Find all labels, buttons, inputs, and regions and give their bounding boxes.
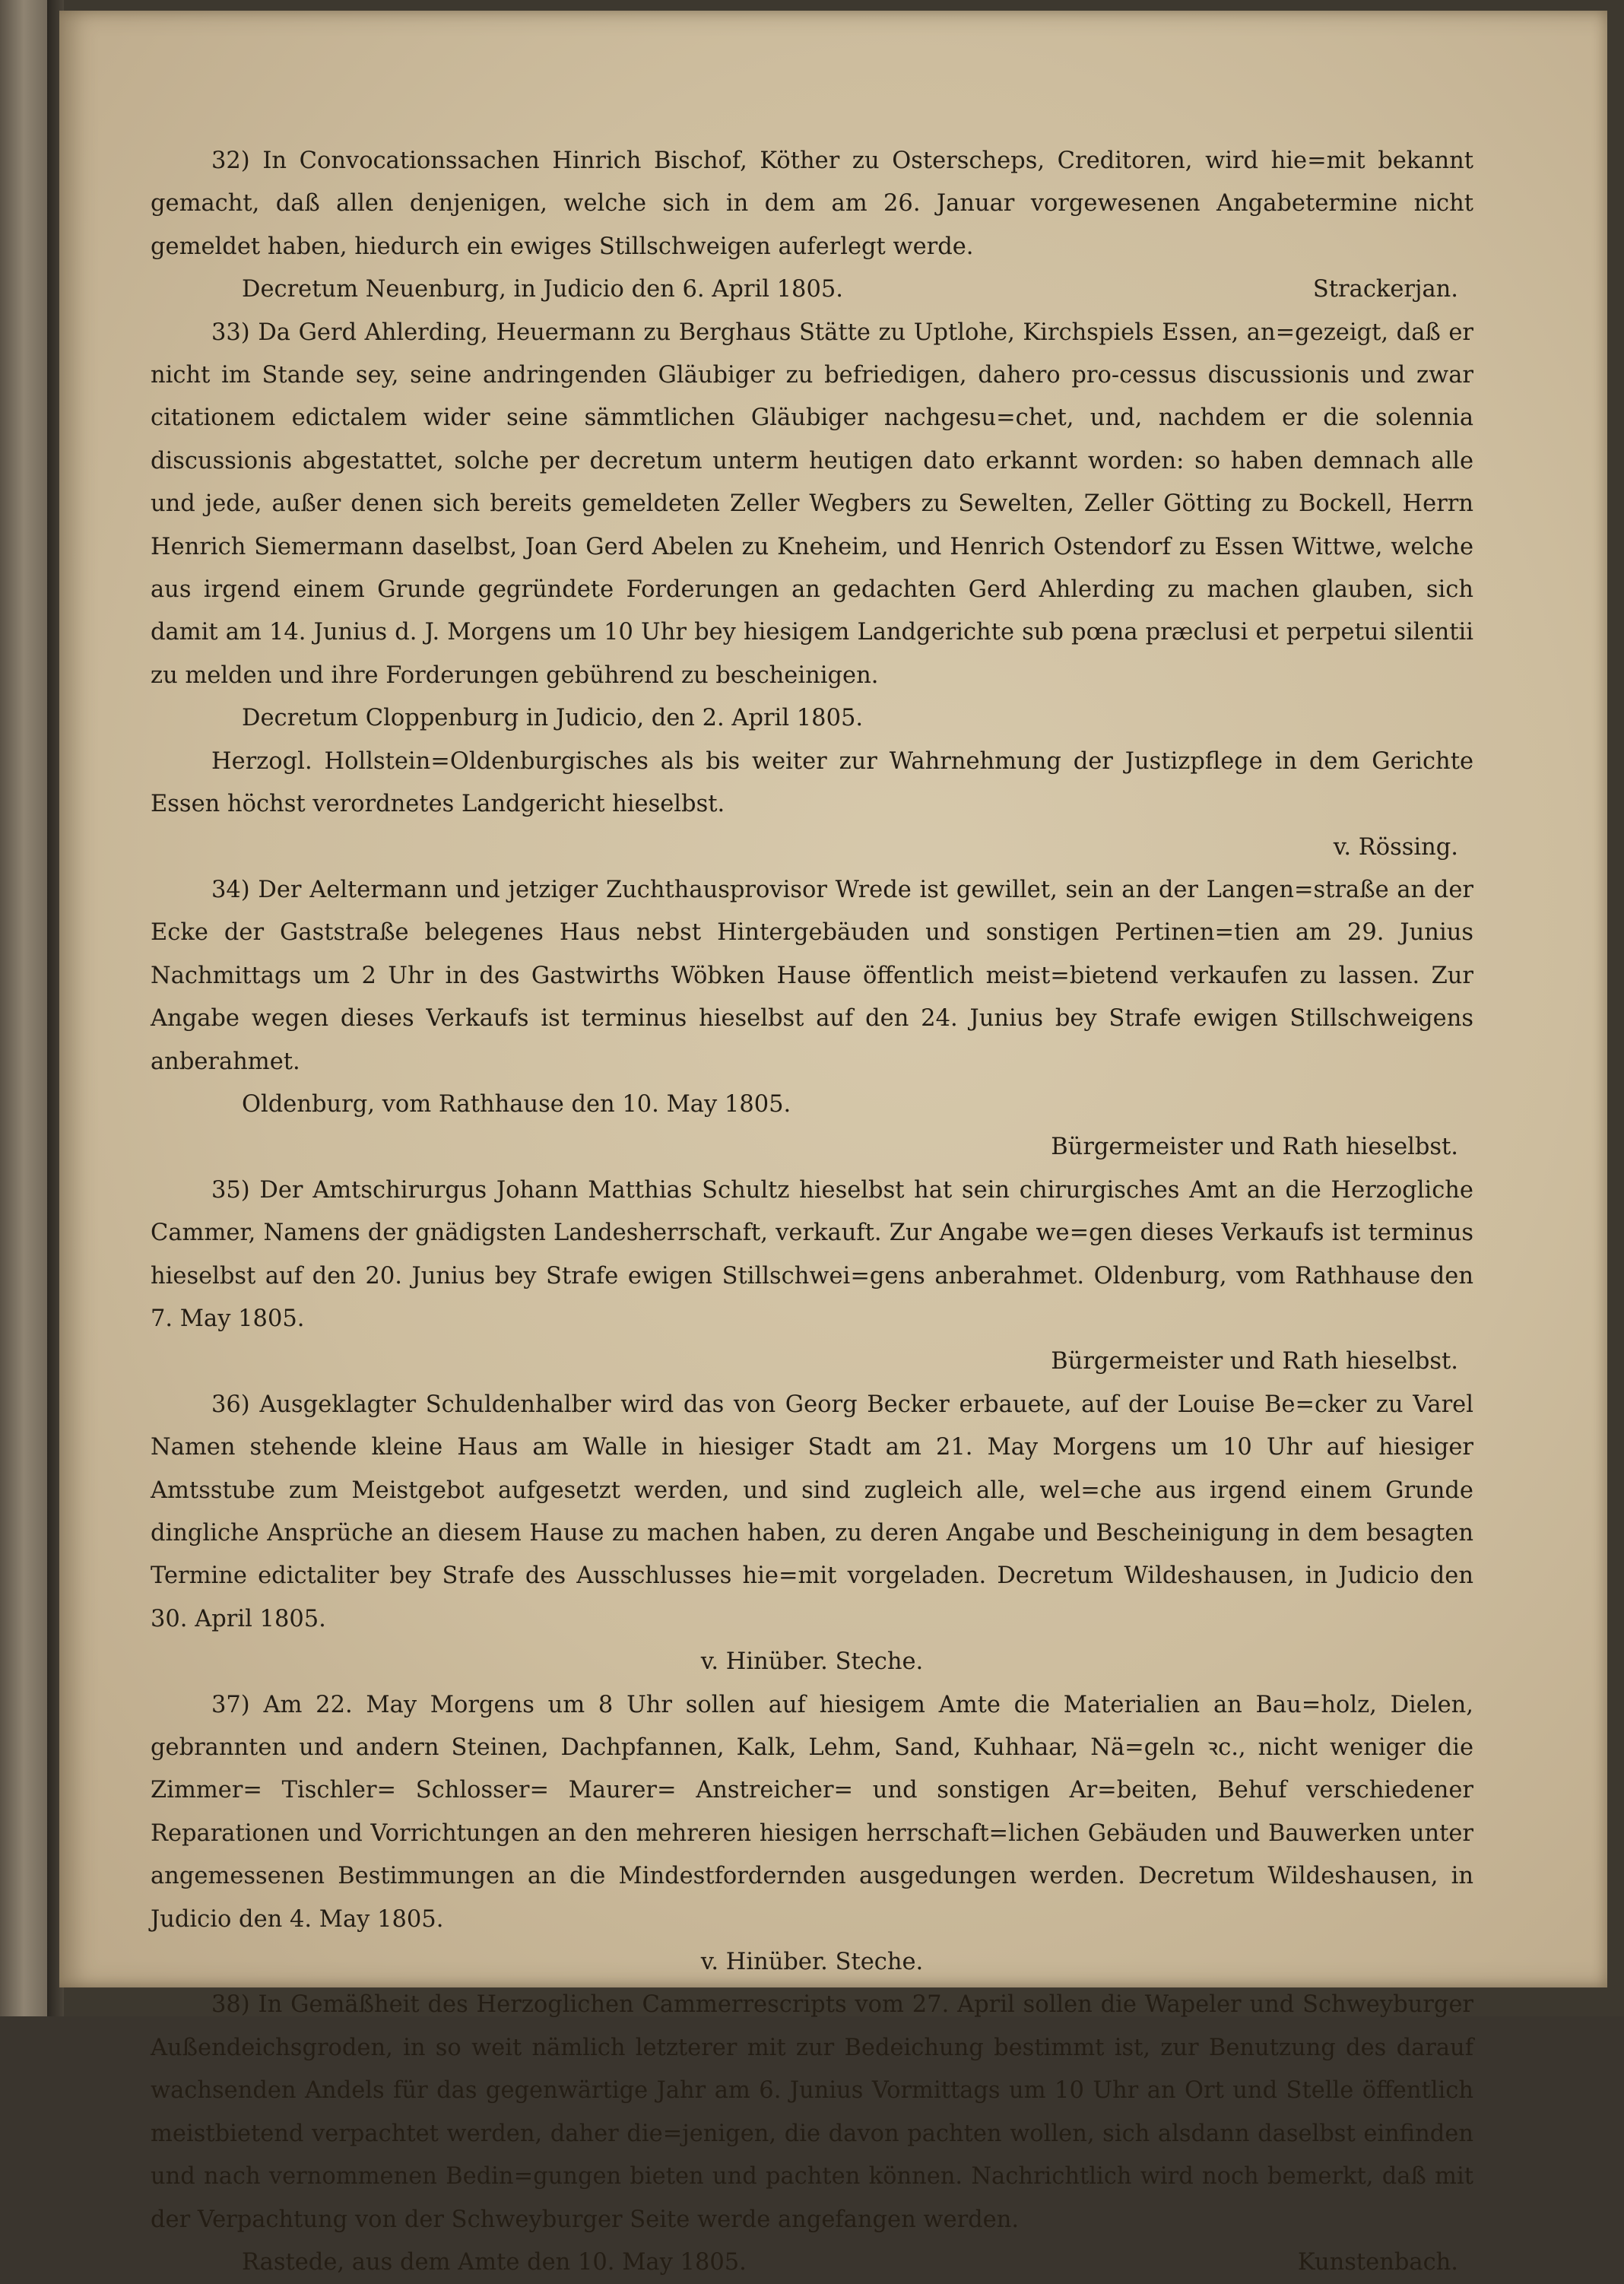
- signature: Strackerjan.: [1312, 276, 1458, 303]
- notice-33: [151, 312, 1473, 698]
- notice-number: 32): [211, 148, 250, 174]
- notice-number: 38): [211, 1991, 250, 2019]
- notice-36: [151, 1384, 1473, 1641]
- notice-body: Ausgeklagter Schuldenhalber wird das von Georg Becker erbauete, auf der Louise Be=cker zu Varel Namen stehende kleine Haus am Walle in hiesiger Stadt am 21. May Morgens um 10 Uhr auf hiesiger Amtsstube zum Meistgebot aufgesetzt werden, und sind zugleich alle, wel=che aus irgend einem Grunde dingliche Ansprüche an diesem Hause zu machen haben, zu deren Angabe und Bescheinigung in dem besagten Termine edictaliter bey Strafe des Ausschlusses hie=mit vorgeladen. Decretum Wildeshausen, in Judicio den 30. April 1805.: [151, 1391, 1473, 1632]
- signature: v. Hinüber. Steche.: [700, 1949, 924, 1976]
- notice-35: [151, 1169, 1473, 1341]
- notice-body: In Convocationssachen Hinrich Bischof, Köther zu Osterscheps, Creditoren, wird hie=mit bekannt gemacht, daß allen denjenigen, welche sich in dem am 26. Januar vorgewesenen Angabetermine nicht gemeldet haben, hiedurch ein ewiges Stillschweigen auferlegt werde.: [151, 148, 1473, 260]
- signature: Bürgermeister und Rath hieselbst.: [1051, 1348, 1458, 1375]
- notice-number: 36): [211, 1391, 250, 1418]
- notice-body: In Gemäßheit des Herzoglichen Cammerrescripts vom 27. April sollen die Wapeler und Schweyburger Außendeichsgroden, in so weit nämlich letzterer mit zur Bedeichung bestimmt ist, zur Benutzung des darauf wachsenden Andels für das gegenwärtige Jahr am 6. Junius Vormittags um 10 Uhr an Ort und Stelle öffentlich meistbietend verpachtet werden, daher die=jenigen, die davon pachten wollen, sich alsdann daselbst einfinden und nach vernommenen Bedin=gungen bieten und pachten können. Nachrichtlich wird noch bemerkt, daß mit der Verpachtung von der Schweyburger Seite werde angefangen werden.: [151, 1991, 1473, 2233]
- notice-37: [151, 1684, 1473, 1941]
- facing-page-edge: [0, 0, 53, 2016]
- authority-text: Herzogl. Hollstein=Oldenburgisches als bis weiter zur Wahrnehmung der Justizpflege in dem Gerichte Essen höchst verordnetes Landgericht hieselbst.: [151, 747, 1473, 818]
- notice-body: Da Gerd Ahlerding, Heuermann zu Berghaus Stätte zu Uptlohe, Kirchspiels Essen, an=gezeigt, daß er nicht im Stande sey, seine andringenden Gläubiger zu befriedigen, dahero pro-cessus discussionis und zwar citationem edictalem wider seine sämmtlichen Gläubiger nachgesu=chet, und, nachdem er die solennia discussionis abgestattet, solche per decretum unterm heutigen dato erkannt worden: so haben demnach alle und jede, außer denen sich bereits gemeldeten Zeller Wegbers zu Sewelten, Zeller Götting zu Bockell, Herrn Henrich Siemermann daselbst, Joan Gerd Abelen zu Kneheim, und Henrich Ostendorf zu Essen Wittwe, welche aus irgend einem Grunde gegründete Forderungen an gedachten Gerd Ahlerding zu machen glauben, sich damit am 14. Junius d. J. Morgens um 10 Uhr bey hiesigem Landgerichte sub pœna præclusi et perpetui silentii zu melden und ihre Forderungen gebührend zu bescheinigen.: [151, 319, 1473, 689]
- notice-34: [151, 869, 1473, 1083]
- notice-number: 33): [211, 319, 250, 346]
- decree-line: Oldenburg, vom Rathhause den 10. May 1805.: [242, 1090, 791, 1118]
- page-text: [151, 140, 1473, 2284]
- notice-number: 34): [211, 876, 250, 903]
- decree-line: Decretum Cloppenburg in Judicio, den 2. April 1805.: [242, 705, 864, 732]
- decree-line: Decretum Neuenburg, in Judicio den 6. April 1805.: [242, 276, 843, 303]
- notice-body: Der Amtschirurgus Johann Matthias Schultz hieselbst hat sein chirurgisches Amt an die Herzogliche Cammer, Namens der gnädigsten Landesherrschaft, verkauft. Zur Angabe we=gen dieses Verkaufs ist terminus hieselbst auf den 20. Junius bey Strafe ewigen Stillschwei=gens anberahmet. Oldenburg, vom Rathhause den 7. May 1805.: [151, 1176, 1473, 1332]
- page: [59, 11, 1607, 2276]
- signature: Kunstenbach.: [1297, 2248, 1458, 2276]
- notice-32: [151, 140, 1473, 268]
- decree-line: Rastede, aus dem Amte den 10. May 1805.: [242, 2248, 747, 2276]
- notice-38-footer: [151, 2241, 1473, 2284]
- notice-38: [151, 1984, 1473, 2241]
- notice-number: 35): [211, 1176, 250, 1204]
- notice-body: Der Aeltermann und jetziger Zuchthausprovisor Wrede ist gewillet, sein an der Langen=straße an der Ecke der Gaststraße belegenes Haus nebst Hintergebäuden und sonstigen Pertinen=tien am 29. Junius Nachmittags um 2 Uhr in des Gastwirths Wöbken Hause öffentlich meist=bietend verkaufen zu lassen. Zur Angabe wegen dieses Verkaufs ist terminus hieselbst auf den 24. Junius bey Strafe ewigen Stillschweigens anberahmet.: [151, 876, 1473, 1075]
- notice-body: Am 22. May Morgens um 8 Uhr sollen auf hiesigem Amte die Materialien an Bau=holz, Dielen, gebrannten und andern Steinen, Dachpfannen, Kalk, Lehm, Sand, Kuhhaar, Nä=geln ꝛc., nicht weniger die Zimmer= Tischler= Schlosser= Maurer= Anstreicher= und sonstigen Ar=beiten, Behuf verschiedener Reparationen und Vorrichtungen an den mehreren hiesigen herrschaft=lichen Gebäuden und Bauwerken unter angemessenen Bestimmungen an die Mindestfordernden ausgedungen werden. Decretum Wildeshausen, in Judicio den 4. May 1805.: [151, 1691, 1473, 1933]
- notice-32-footer: [151, 268, 1473, 311]
- signature: v. Hinüber. Steche.: [700, 1648, 924, 1676]
- authority-line: [151, 741, 1473, 826]
- signature: Bürgermeister und Rath hieselbst.: [1051, 1134, 1458, 1161]
- notice-number: 37): [211, 1691, 250, 1718]
- signature: v. Rössing.: [1333, 833, 1458, 861]
